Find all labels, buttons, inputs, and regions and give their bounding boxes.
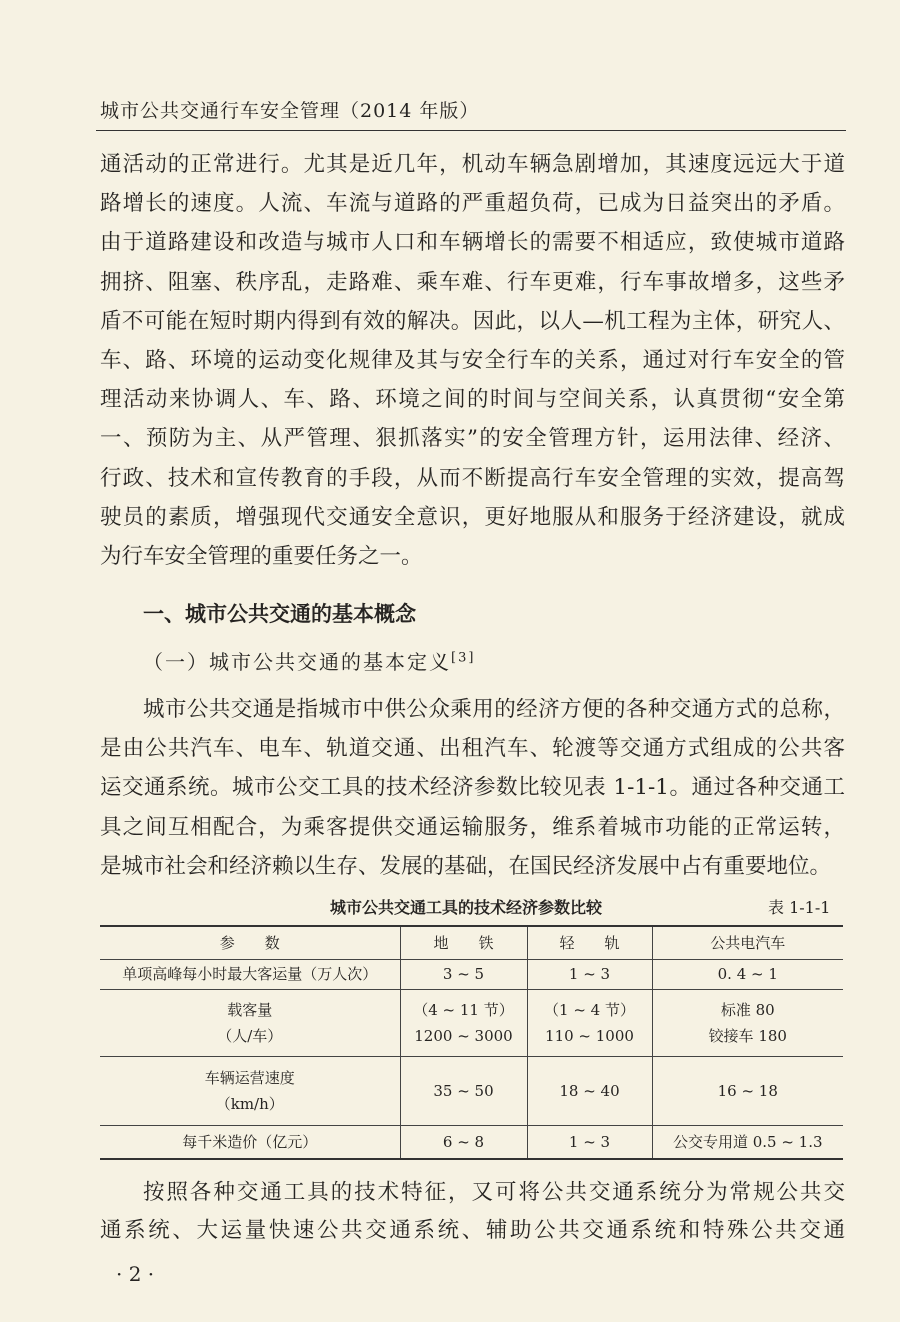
text-line: 行政、技术和宣传教育的手段，从而不断提高行车安全管理的实效，提高驾 xyxy=(100,465,845,491)
cell-text: 110 ~ 1000 xyxy=(545,1026,634,1045)
cell-param xyxy=(100,959,400,989)
text-line: 运交通系统。城市公交工具的技术经济参数比较见表 1-1-1。通过各种交通工 xyxy=(100,775,845,801)
header-cell: 地 铁 xyxy=(400,926,527,959)
cell-text: 标准 80 xyxy=(720,1000,775,1019)
text-line: 盾不可能在短时期内得到有效的解决。因此，以人—机工程为主体，研究人、 xyxy=(100,308,845,334)
cell-light xyxy=(527,1056,652,1125)
table-number: 表 1-1-1 xyxy=(768,898,831,917)
text-line: 是城市社会和经济赖以生存、发展的基础，在国民经济发展中占有重要地位。 xyxy=(100,853,832,879)
text-line: 由于道路建设和改造与城市人口和车辆增长的需要不相适应，致使城市道路 xyxy=(100,230,845,256)
header-rule xyxy=(96,130,846,131)
cell-param xyxy=(100,1125,400,1159)
cell-text: 1 ~ 3 xyxy=(568,965,611,983)
cell-text: 公交专用道 0.5 ~ 1.3 xyxy=(672,1132,823,1151)
subsection-title: （一）城市公共交通的基本定义 xyxy=(143,650,451,674)
table-header-row xyxy=(100,926,843,959)
text-line: 通系统、大运量快速公共交通系统、辅助公共交通系统和特殊公共交通 xyxy=(100,1218,845,1243)
text-line: 一、预防为主、从严管理、狠抓落实”的安全管理方针，运用法律、经济、 xyxy=(100,426,845,452)
cell-metro xyxy=(400,1125,527,1159)
page-number: · 2 · xyxy=(116,1262,155,1286)
running-header: 城市公共交通行车安全管理（2014 年版） xyxy=(100,100,480,122)
cell-text: 载客量 xyxy=(227,1000,273,1019)
text-line: 按照各种交通工具的技术特征，又可将公共交通系统分为常规公共交 xyxy=(143,1180,845,1205)
table-row xyxy=(100,989,843,1056)
cell-bus xyxy=(652,959,843,989)
table-caption: 城市公共交通工具的技术经济参数比较 xyxy=(330,898,603,917)
cell-text: （人/车） xyxy=(217,1026,283,1045)
header-cell: 参 数 xyxy=(100,926,400,959)
text-line: 是由公共汽车、电车、轨道交通、出租汽车、轮渡等交通方式组成的公共客 xyxy=(100,736,845,762)
cell-bus xyxy=(652,1125,843,1159)
text-line: 路增长的速度。人流、车流与道路的严重超负荷，已成为日益突出的矛盾。 xyxy=(100,191,845,217)
text-line: 拥挤、阻塞、秩序乱，走路难、乘车难、行车更难，行车事故增多，这些矛 xyxy=(100,269,845,295)
header-cell: 公共电汽车 xyxy=(652,926,843,959)
cell-text: 单项高峰每小时最大客运量（万人次） xyxy=(122,965,378,983)
cell-param xyxy=(100,989,400,1056)
cell-bus xyxy=(652,989,843,1056)
text-line: 驶员的素质，增强现代交通安全意识，更好地服从和服务于经济建设，就成 xyxy=(100,504,845,530)
cell-text: 1200 ~ 3000 xyxy=(414,1026,513,1045)
cell-light xyxy=(527,989,652,1056)
cell-text: 铰接车 180 xyxy=(708,1026,787,1045)
cell-text: 0. 4 ~ 1 xyxy=(717,965,778,983)
text-line: 城市公共交通是指城市中供公众乘用的经济方便的各种交通方式的总称， xyxy=(143,697,845,722)
cell-text: 车辆运营速度 xyxy=(204,1068,295,1087)
cell-text: 6 ~ 8 xyxy=(442,1132,485,1151)
cell-text: 每千米造价（亿元） xyxy=(182,1132,318,1151)
comparison-table xyxy=(100,925,843,1160)
cell-text: （km/h） xyxy=(215,1094,284,1113)
table-row xyxy=(100,1125,843,1159)
text-line: 车、路、环境的运动变化规律及其与安全行车的关系，通过对行车安全的管 xyxy=(100,348,845,373)
text-line: 理活动来协调人、车、路、环境之间的时间与空间关系，认真贯彻“安全第 xyxy=(100,387,845,413)
cell-metro xyxy=(400,959,527,989)
table-row xyxy=(100,1056,843,1125)
section-heading: 一、城市公共交通的基本概念 xyxy=(143,602,416,626)
cell-param xyxy=(100,1056,400,1125)
table-row xyxy=(100,959,843,989)
cell-metro xyxy=(400,989,527,1056)
cell-metro xyxy=(400,1056,527,1125)
cell-text: 1 ~ 3 xyxy=(568,1132,611,1151)
text-line: 为行车安全管理的重要任务之一。 xyxy=(100,544,423,569)
cell-text: （4 ~ 11 节） xyxy=(413,1000,514,1019)
cell-light xyxy=(527,959,652,989)
cell-text: 35 ~ 50 xyxy=(433,1081,494,1100)
citation-ref: [3] xyxy=(451,650,476,666)
cell-bus xyxy=(652,1056,843,1125)
cell-text: 3 ~ 5 xyxy=(442,965,485,983)
header-cell: 轻 轨 xyxy=(527,926,652,959)
text-line: 具之间互相配合，为乘客提供交通运输服务，维系着城市功能的正常运转， xyxy=(100,814,845,840)
subsection-heading xyxy=(143,646,475,675)
cell-text: 18 ~ 40 xyxy=(559,1081,620,1100)
cell-light xyxy=(527,1125,652,1159)
cell-text: （1 ~ 4 节） xyxy=(544,1000,635,1019)
cell-text: 16 ~ 18 xyxy=(717,1081,778,1100)
text-line: 通活动的正常进行。尤其是近几年，机动车辆急剧增加，其速度远远大于道 xyxy=(100,152,845,177)
